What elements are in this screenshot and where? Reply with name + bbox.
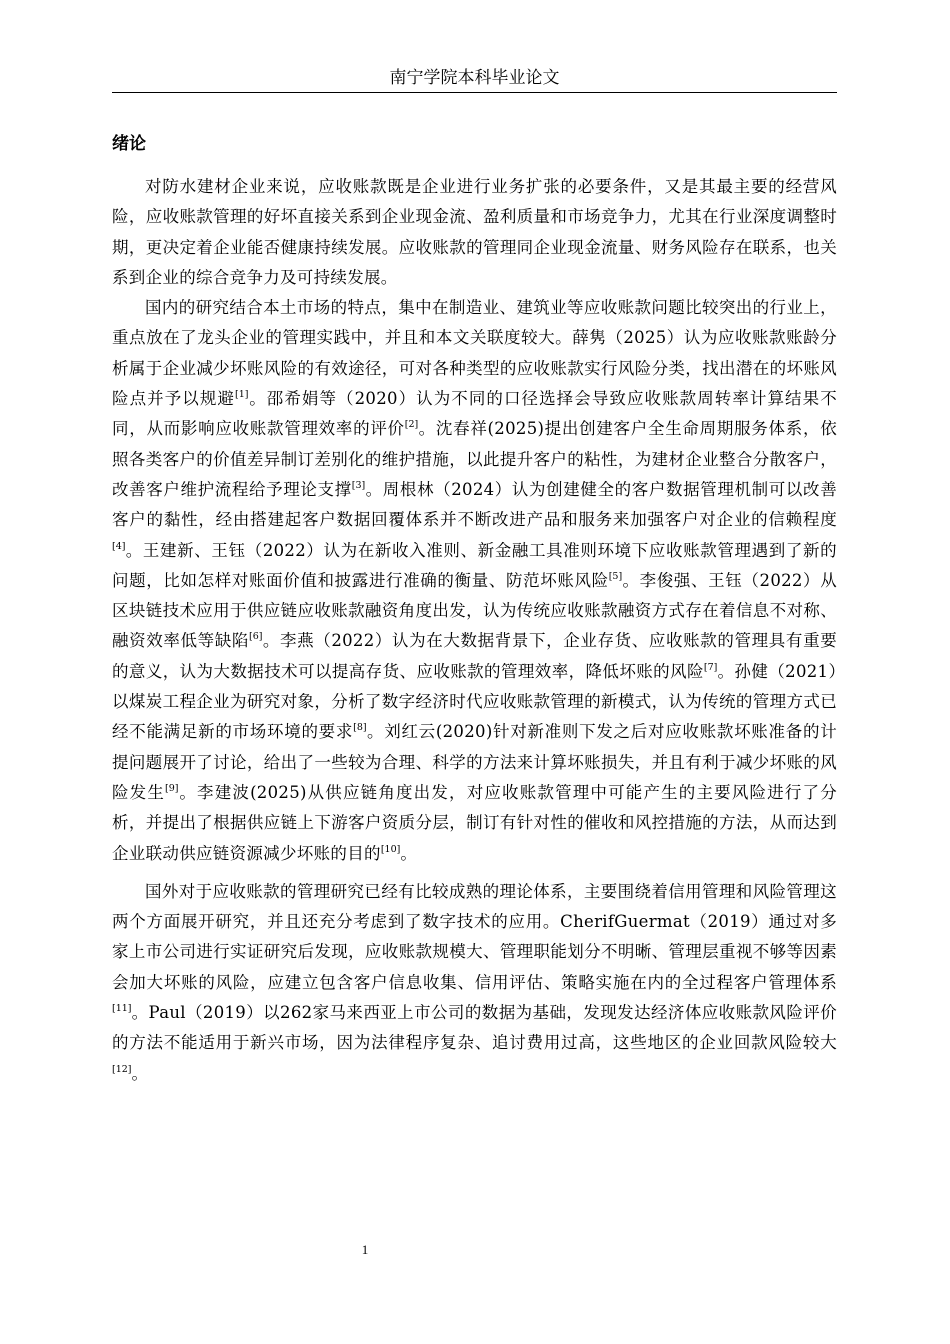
paragraph-text: 对防水建材企业来说，应收账款既是企业进行业务扩张的必要条件，又是其最主要的经营风险，应收账款管理的好坏直接关系到企业现金流、盈利质量和市场竞争力，尤其在行业深度调整时期，更决定着企业能否健康持续发展。应收账款的管理同企业现金流量、财务风险存在联系，也关系到企业的综合竞争力及可持续发展。	[112, 177, 837, 287]
citation-ref: [2]	[404, 419, 419, 431]
body-text	[112, 172, 837, 1089]
paragraph-text: 。	[131, 1063, 149, 1083]
page-header-title: 南宁学院本科毕业论文	[389, 68, 560, 88]
paragraph-text: 。Paul（2019）以262家马来西亚上市公司的数据为基础，发现发达经济体应收账款风险评价的方法不能适用于新兴市场，因为法律程序复杂、追讨费用过高，这些地区的企业回款风险较大	[112, 1003, 837, 1053]
paragraph-text: 。刘红云(2020)针对新准则下发之后对应收账款坏账准备的计提问题展开了讨论，给出了一些较为合理、科学的方法来计算坏账损失，并且有利于减少坏账的风险发生	[112, 722, 837, 802]
paragraph	[112, 877, 837, 1089]
paragraph-text: 。周根林（2024）认为创建健全的客户数据管理机制可以改善客户的黏性，经由搭建起客户数据回覆体系并不断改进产品和服务来加强客户对企业的信赖程度	[112, 479, 837, 530]
paragraph	[112, 293, 837, 869]
paragraph-text: 。孙健（2021）以煤炭工程企业为研究对象，分析了数字经济时代应收账款管理的新模式，认为传统的管理方式已经不能满足新的市场环境的要求	[112, 661, 838, 742]
section-title: 绪论	[112, 134, 146, 154]
citation-ref: [4]	[112, 540, 126, 552]
paragraph-text: 。	[400, 843, 418, 863]
paragraph-text: 。王建新、王钰（2022）认为在新收入准则、新金融工具准则环境下应收账款管理遇到了新的问题，比如怎样对账面价值和披露进行准确的衡量、防范坏账风险	[112, 540, 837, 590]
page-number: 1	[361, 1242, 369, 1257]
page-header	[112, 64, 837, 93]
citation-ref: [1]	[234, 389, 249, 401]
citation-ref: [3]	[351, 479, 366, 491]
citation-ref: [7]	[703, 661, 718, 673]
paragraph-text: 。邵希娟等（2020）认为不同的口径选择会导致应收账款周转率计算结果不同，从而影响应收账款管理效率的评价	[112, 389, 837, 439]
paragraph-text: 。李俊强、王钰（2022）从区块链技术应用于供应链应收账款融资角度出发，认为传统应收账款融资方式存在着信息不对称、融资效率低等缺陷	[112, 570, 837, 651]
paragraph-text: 国外对于应收账款的管理研究已经有比较成熟的理论体系，主要围绕着信用管理和风险管理这两个方面展开研究，并且还充分考虑到了数字技术的应用。CherifGuermat（2019）通过对多家上市公司进行实证研究后发现，应收账款规模大、管理职能划分不明晰、管理层重视不够等因素会加大坏账的风险，应建立包含客户信息收集、信用评估、策略实施在内的全过程客户管理体系	[112, 881, 837, 992]
paragraph-text: 。沈春祥(2025)提出创建客户全生命周期服务体系，依照各类客户的价值差异制订差别化的维护措施，以此提升客户的粘性，为建材企业整合分散客户，改善客户维护流程给予理论支撑	[112, 419, 837, 499]
citation-ref: [11]	[112, 1003, 132, 1015]
citation-ref: [5]	[608, 570, 623, 582]
paragraph-text: 。李建波(2025)从供应链角度出发，对应收账款管理中可能产生的主要风险进行了分析，并提出了根据供应链上下游客户资质分层，制订有针对性的催收和风控措施的方法，从而达到企业联动供应链资源减少坏账的目的	[112, 782, 837, 863]
paragraph-text: 。李燕（2022）认为在大数据背景下，企业存货、应收账款的管理具有重要的意义，认为大数据技术可以提高存货、应收账款的管理效率，降低坏账的风险	[112, 631, 837, 681]
citation-ref: [8]	[353, 722, 367, 734]
citation-ref: [12]	[112, 1063, 132, 1075]
citation-ref: [6]	[249, 631, 263, 643]
paragraph-text: 国内的研究结合本土市场的特点，集中在制造业、建筑业等应收账款问题比较突出的行业上，重点放在了龙头企业的管理实践中，并且和本文关联度较大。薛隽（2025）认为应收账款账龄分析属于企业减少坏账风险的有效途径，可对各种类型的应收账款实行风险分类，找出潜在的坏账风险点并予以规避	[112, 298, 837, 409]
citation-ref: [10]	[380, 843, 401, 855]
citation-ref: [9]	[165, 782, 179, 794]
paragraph	[112, 172, 837, 293]
